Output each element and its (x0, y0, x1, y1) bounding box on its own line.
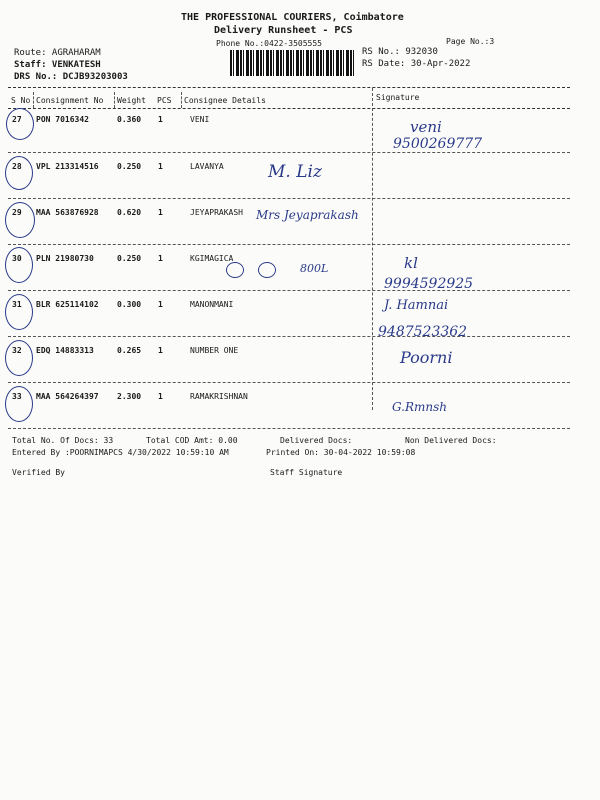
row-consignee: LAVANYA (190, 162, 224, 171)
col-consignment: Consignment No (36, 96, 104, 105)
handwritten-signature: Poorni (400, 348, 453, 367)
handwritten-circle (5, 202, 35, 238)
col-separator (114, 92, 115, 108)
rs-date: RS Date: 30-Apr-2022 (362, 59, 471, 69)
row-sno: 29 (12, 208, 22, 217)
row-consignee: RAMAKRISHNAN (190, 392, 248, 401)
row-consignee: KGIMAGICA (190, 254, 234, 263)
handwritten-phone: 9500269777 (393, 136, 483, 152)
row-divider (8, 428, 570, 429)
row-divider (8, 198, 570, 199)
entered-by: Entered By :POORNIMAPCS 4/30/2022 10:59:10 AM (12, 448, 229, 457)
row-sno: 31 (12, 300, 22, 309)
handwritten-signature: kl (404, 254, 418, 272)
row-consignee: NUMBER ONE (190, 346, 239, 355)
row-consignee: JEYAPRAKASH (190, 208, 243, 217)
col-consignee: Consignee Details (184, 96, 266, 105)
document-title: Delivery Runsheet - PCS (214, 25, 353, 36)
handwritten-signature: M. Liz (268, 162, 322, 182)
handwritten-signature: J. Hamnai (384, 298, 449, 313)
row-consignment: BLR 625114102 (36, 300, 99, 309)
row-sno: 32 (12, 346, 22, 355)
total-cod: Total COD Amt: 0.00 (146, 436, 238, 445)
handwritten-circle (5, 340, 33, 376)
row-pcs: 1 (158, 254, 163, 263)
row-divider (8, 336, 570, 337)
phone-number: Phone No.:0422-3505555 (216, 39, 322, 48)
handwritten-circle (6, 108, 34, 140)
barcode-image (230, 50, 354, 76)
col-separator (33, 92, 34, 108)
row-consignment: MAA 564264397 (36, 392, 99, 401)
row-sno: 33 (12, 392, 22, 401)
col-sno: S No (11, 96, 31, 105)
row-sno: 27 (12, 115, 22, 124)
row-consignment: PON 7016342 (36, 115, 89, 124)
row-sno: 30 (12, 254, 22, 263)
col-signature: Signature (376, 93, 420, 102)
row-weight: 0.620 (117, 208, 142, 217)
handwritten-scribble-icon (258, 262, 276, 278)
row-weight: 0.250 (117, 162, 142, 171)
handwritten-circle (5, 247, 33, 283)
row-divider (8, 290, 570, 291)
row-weight: 2.300 (117, 392, 142, 401)
staff: Staff: VENKATESH (14, 60, 101, 70)
handwritten-mark: 800L (300, 262, 329, 275)
row-consignment: MAA 563876928 (36, 208, 99, 217)
header-divider-bottom (8, 108, 570, 109)
route: Route: AGRAHARAM (14, 48, 101, 58)
row-consignment: VPL 213314516 (36, 162, 99, 171)
row-pcs: 1 (158, 392, 163, 401)
row-pcs: 1 (158, 346, 163, 355)
rs-number: RS No.: 932030 (362, 47, 438, 57)
page-number: Page No.:3 (446, 37, 495, 46)
row-weight: 0.300 (117, 300, 142, 309)
handwritten-circle (5, 156, 33, 190)
staff-signature: Staff Signature (270, 468, 343, 477)
handwritten-circle (5, 386, 33, 422)
drs-number: DRS No.: DCJB93203003 (14, 72, 128, 82)
verified-by: Verified By (12, 468, 65, 477)
row-divider (8, 244, 570, 245)
delivered-docs: Delivered Docs: (280, 436, 353, 445)
col-pcs: PCS (157, 96, 172, 105)
handwritten-signature: G.Rmnsh (392, 400, 448, 414)
row-sno: 28 (12, 162, 22, 171)
row-consignment: EDQ 14883313 (36, 346, 94, 355)
row-weight: 0.250 (117, 254, 142, 263)
row-consignee: MANONMANI (190, 300, 234, 309)
row-pcs: 1 (158, 115, 163, 124)
col-weight: Weight (117, 96, 146, 105)
row-pcs: 1 (158, 208, 163, 217)
row-divider (8, 152, 570, 153)
handwritten-scribble-icon (226, 262, 244, 278)
row-weight: 0.265 (117, 346, 142, 355)
total-docs: Total No. Of Docs: 33 (12, 436, 114, 445)
printed-on: Printed On: 30-04-2022 10:59:08 (266, 448, 416, 457)
handwritten-circle (5, 294, 33, 330)
header-divider-top (8, 87, 570, 88)
row-pcs: 1 (158, 300, 163, 309)
handwritten-phone: 9994592925 (384, 276, 474, 292)
row-pcs: 1 (158, 162, 163, 171)
non-delivered-docs: Non Delivered Docs: (405, 436, 497, 445)
col-separator (181, 92, 182, 108)
row-divider (8, 382, 570, 383)
handwritten-signature: Mrs Jeyaprakash (256, 208, 359, 222)
row-consignment: PLN 21980730 (36, 254, 94, 263)
row-consignee: VENI (190, 115, 210, 124)
row-weight: 0.360 (117, 115, 142, 124)
company-name: THE PROFESSIONAL COURIERS, Coimbatore (181, 12, 404, 23)
handwritten-name: veni (410, 118, 442, 136)
handwritten-phone: 9487523362 (378, 324, 468, 340)
signature-column-divider (372, 88, 373, 410)
